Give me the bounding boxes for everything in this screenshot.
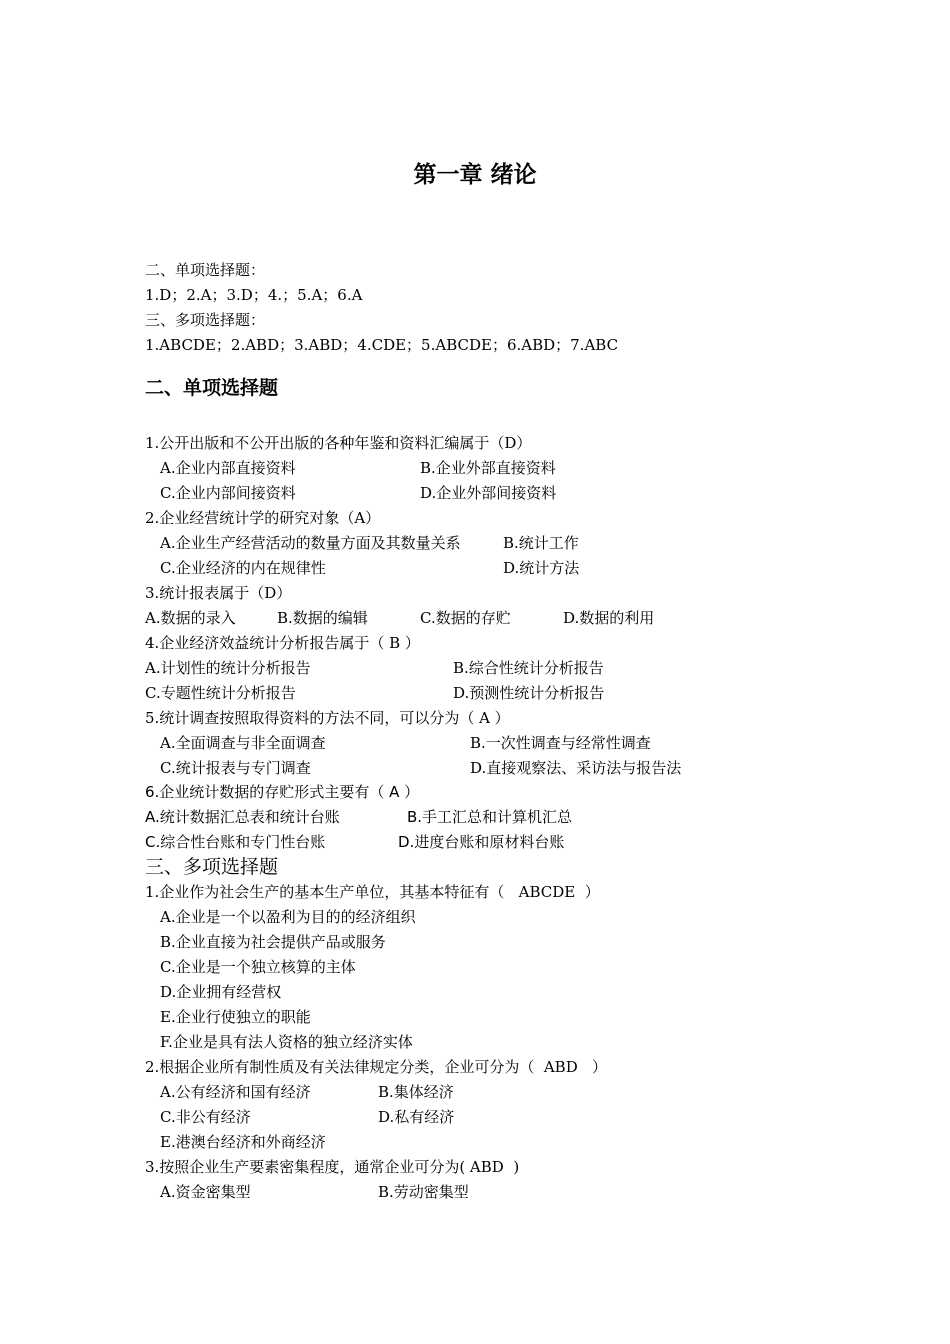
single-q4-option-c: C.专题性统计分析报告 bbox=[145, 684, 296, 702]
single-q5-stem: 5.统计调查按照取得资料的方法不同，可以分为（ A ） bbox=[145, 709, 510, 727]
single-q3-stem: 3.统计报表属于（D） bbox=[145, 584, 292, 602]
multi-q2-stem: 2.根据企业所有制性质及有关法律规定分类，企业可分为（ ABD ） bbox=[145, 1058, 608, 1076]
single-q3-option-b: B.数据的编辑 bbox=[277, 609, 368, 627]
single-q5-option-b: B.一次性调查与经常性调查 bbox=[470, 734, 651, 752]
single-q2-option-c: C.企业经济的内在规律性 bbox=[160, 559, 326, 577]
multi-q1-option-c: C.企业是一个独立核算的主体 bbox=[160, 958, 356, 976]
multi-q1-option-b: B.企业直接为社会提供产品或服务 bbox=[160, 933, 386, 951]
single-q4-stem: 4.企业经济效益统计分析报告属于（ B ） bbox=[145, 634, 420, 652]
single-q6-option-a: A.统计数据汇总表和统计台账 bbox=[145, 808, 340, 826]
single-q4-option-a: A.计划性的统计分析报告 bbox=[145, 659, 311, 677]
single-choice-heading: 二、单项选择题 bbox=[145, 377, 279, 399]
single-q4-option-d: D.预测性统计分析报告 bbox=[453, 684, 605, 702]
single-q5-option-a: A.全面调查与非全面调查 bbox=[160, 734, 326, 752]
multi-q3-stem: 3.按照企业生产要素密集程度，通常企业可分为( ABD ) bbox=[145, 1158, 520, 1176]
multi-q2-option-a: A.公有经济和国有经济 bbox=[160, 1083, 311, 1101]
multi-q2-option-b: B.集体经济 bbox=[378, 1083, 454, 1101]
multi-q1-option-a: A.企业是一个以盈利为目的的经济组织 bbox=[160, 908, 416, 926]
single-q2-option-d: D.统计方法 bbox=[503, 559, 580, 577]
single-q6-option-c: C.综合性台账和专门性台账 bbox=[145, 833, 326, 851]
single-q4-option-b: B.综合性统计分析报告 bbox=[453, 659, 604, 677]
multi-q1-option-d: D.企业拥有经营权 bbox=[160, 983, 282, 1001]
single-q6-option-d: D.进度台账和原材料台账 bbox=[398, 833, 565, 851]
multi-q2-option-d: D.私有经济 bbox=[378, 1108, 455, 1126]
answer-key-multi: 1.ABCDE；2.ABD；3.ABD；4.CDE；5.ABCDE；6.ABD；7.ABC bbox=[145, 336, 619, 354]
multi-q1-option-e: E.企业行使独立的职能 bbox=[160, 1008, 311, 1026]
single-q5-option-d: D.直接观察法、采访法与报告法 bbox=[470, 759, 682, 777]
chapter-title: 第一章 绪论 bbox=[413, 162, 537, 188]
multi-q3-option-a: A.资金密集型 bbox=[160, 1183, 251, 1201]
single-q3-option-d: D.数据的利用 bbox=[563, 609, 655, 627]
single-q3-option-a: A.数据的录入 bbox=[145, 609, 236, 627]
multi-q3-option-b: B.劳动密集型 bbox=[378, 1183, 469, 1201]
single-q1-option-c: C.企业内部间接资料 bbox=[160, 484, 296, 502]
multi-choice-heading: 三、多项选择题 bbox=[145, 856, 279, 878]
single-q2-stem: 2.企业经营统计学的研究对象（A） bbox=[145, 509, 381, 527]
single-q6-option-b: B.手工汇总和计算机汇总 bbox=[407, 808, 573, 826]
single-q2-option-a: A.企业生产经营活动的数量方面及其数量关系 bbox=[160, 534, 461, 552]
single-q5-option-c: C.统计报表与专门调查 bbox=[160, 759, 311, 777]
single-q2-option-b: B.统计工作 bbox=[503, 534, 579, 552]
single-q1-option-a: A.企业内部直接资料 bbox=[160, 459, 296, 477]
single-q3-option-c: C.数据的存贮 bbox=[420, 609, 511, 627]
answer-key-single-heading: 二、单项选择题： bbox=[145, 261, 266, 279]
multi-q2-option-c: C.非公有经济 bbox=[160, 1108, 251, 1126]
single-q1-option-d: D.企业外部间接资料 bbox=[420, 484, 557, 502]
single-q6-stem: 6.企业统计数据的存贮形式主要有（ A ） bbox=[145, 783, 420, 801]
multi-q1-option-f: F.企业是具有法人资格的独立经济实体 bbox=[160, 1033, 413, 1051]
single-q1-option-b: B.企业外部直接资料 bbox=[420, 459, 556, 477]
single-q1-stem: 1.公开出版和不公开出版的各种年鉴和资料汇编属于（D） bbox=[145, 434, 532, 452]
answer-key-single: 1.D；2.A；3.D；4.；5.A；6.A bbox=[145, 286, 363, 304]
multi-q2-option-e: E.港澳台经济和外商经济 bbox=[160, 1133, 326, 1151]
answer-key-multi-heading: 三、多项选择题： bbox=[145, 311, 266, 329]
multi-q1-stem: 1.企业作为社会生产的基本生产单位，其基本特征有（ ABCDE ） bbox=[145, 883, 600, 901]
